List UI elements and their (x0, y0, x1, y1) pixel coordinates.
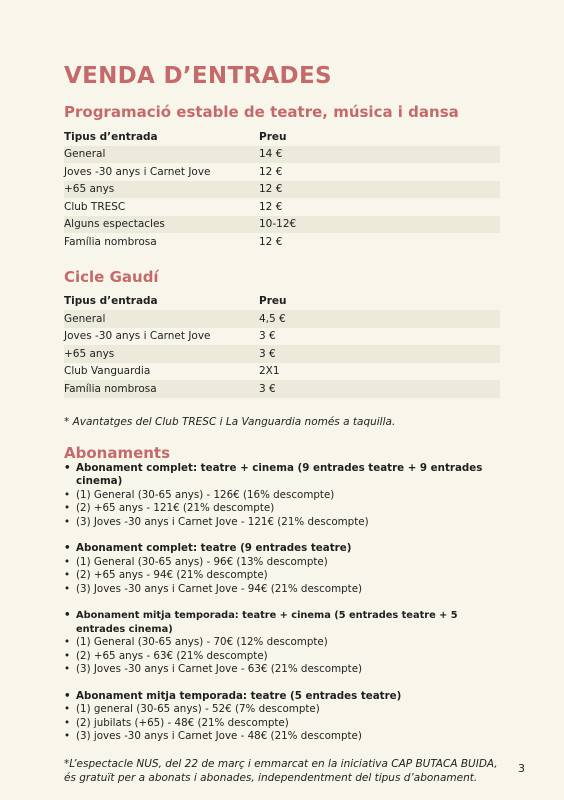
bullet-icon: • (64, 461, 71, 474)
list-item (64, 542, 500, 556)
ticket-price: 14 € (259, 148, 283, 161)
ticket-type: General (64, 148, 106, 161)
abonament-heading: Abonament complet: teatre + cinema (9 entrades teatre + 9 entrades cinema) (76, 461, 483, 487)
ticket-type: Família nombrosa (64, 382, 157, 395)
abonament-option: (3) Joves -30 anys i Carnet Jove - 94€ (21% descompte) (76, 582, 363, 595)
table-row (64, 380, 500, 398)
abonament-option: (1) general (30-65 anys) - 52€ (7% descompte) (76, 703, 320, 715)
list-item (64, 703, 500, 717)
abonament-option: (3) Joves -30 anys i Carnet Jove - 121€ (21% descompte) (76, 515, 369, 528)
section-abonaments (64, 444, 500, 744)
abonament-option: (2) +65 anys - 63€ (21% descompte) (76, 649, 268, 662)
abonament-group (64, 690, 500, 744)
page-title: VENDA D’ENTRADES (64, 63, 332, 89)
column-header-type: Tipus d’entrada (64, 295, 158, 308)
column-header-price: Preu (259, 295, 287, 308)
list-item (64, 690, 500, 704)
abonament-option: (3) joves -30 anys i Carnet Jove - 48€ (21% descompte) (76, 730, 362, 742)
abonament-heading: Abonament mitja temporada: teatre + cinema (5 entrades teatre + 5 entrades cinema) (76, 610, 458, 635)
bullet-icon: • (64, 582, 71, 595)
list-item (64, 556, 500, 570)
list-item (64, 717, 500, 731)
ticket-type: +65 anys (64, 183, 115, 196)
list-item (64, 650, 500, 664)
abonament-heading: Abonament complet: teatre (9 entrades teatre) (76, 542, 352, 554)
abonament-option: (1) General (30-65 anys) - 70€ (12% descompte) (76, 636, 328, 648)
table-row (64, 181, 500, 199)
list-item (64, 569, 500, 583)
bullet-icon: • (64, 730, 71, 742)
abonament-group (64, 462, 500, 530)
bullet-icon: • (64, 636, 71, 648)
abonament-option: (2) +65 anys - 94€ (21% descompte) (76, 569, 268, 581)
ticket-price: 12 € (259, 235, 283, 248)
list-item (64, 663, 500, 677)
abonament-group (64, 609, 500, 677)
section-title-cicle-gaudi: Cicle Gaudí (64, 267, 159, 286)
ticket-type: Joves -30 anys i Carnet Jove (64, 330, 211, 343)
bullet-icon: • (64, 488, 71, 501)
ticket-price: 2X1 (259, 365, 280, 378)
table-row (64, 328, 500, 346)
ticket-type: +65 anys (64, 347, 115, 360)
document-page (64, 58, 500, 785)
bullet-icon: • (64, 689, 71, 702)
abonament-group (64, 542, 500, 596)
price-table-cicle-gaudi (64, 293, 500, 398)
section-programacio (64, 102, 500, 251)
abonament-option: (2) +65 anys - 121€ (21% descompte) (76, 502, 275, 514)
ticket-price: 3 € (259, 330, 276, 343)
price-table-programacio (64, 128, 500, 251)
club-note: * Avantatges del Club TRESC i La Vanguardia només a taquilla. (64, 415, 396, 428)
list-item (64, 502, 500, 516)
table-row (64, 163, 500, 181)
list-item (64, 636, 500, 650)
ticket-price: 3 € (259, 347, 276, 360)
table-row (64, 345, 500, 363)
ticket-type: Alguns espectacles (64, 218, 165, 231)
ticket-price: 4,5 € (259, 312, 286, 325)
ticket-type: Club TRESC (64, 200, 126, 213)
ticket-price: 12 € (259, 183, 283, 196)
page-number: 3 (518, 762, 525, 775)
table-row (64, 310, 500, 328)
bullet-icon: • (64, 569, 71, 581)
list-item (64, 583, 500, 597)
ticket-type: Joves -30 anys i Carnet Jove (64, 165, 211, 178)
list-item (64, 516, 500, 530)
table-header (64, 128, 500, 146)
abonament-heading: Abonament mitja temporada: teatre (5 entrades teatre) (76, 689, 402, 702)
ticket-type: General (64, 312, 106, 325)
bullet-icon: • (64, 716, 71, 729)
list-item (64, 489, 500, 503)
bullet-icon: • (64, 502, 71, 514)
table-row (64, 146, 500, 164)
list-item (64, 730, 500, 744)
ticket-price: 10-12€ (259, 218, 297, 231)
abonament-option: (2) jubilats (+65) - 48€ (21% descompte) (76, 716, 289, 729)
abonament-option: (1) General (30-65 anys) - 126€ (16% descompte) (76, 488, 335, 501)
section-title-abonaments: Abonaments (64, 443, 171, 462)
bullet-icon: • (64, 663, 71, 675)
ticket-price: 12 € (259, 165, 283, 178)
bullet-icon: • (64, 609, 71, 621)
bullet-icon: • (64, 515, 71, 528)
bullet-icon: • (64, 555, 71, 568)
bullet-icon: • (64, 703, 71, 715)
bullet-icon: • (64, 649, 71, 662)
list-item (64, 462, 500, 489)
column-header-type: Tipus d’entrada (64, 130, 158, 143)
ticket-price: 12 € (259, 200, 283, 213)
table-header (64, 293, 500, 311)
abonament-option: (3) Joves -30 anys i Carnet Jove - 63€ (21% descompte) (76, 663, 363, 675)
ticket-type: Família nombrosa (64, 235, 157, 248)
table-row (64, 216, 500, 234)
abonament-option: (1) General (30-65 anys) - 96€ (13% descompte) (76, 555, 328, 568)
bullet-icon: • (64, 542, 71, 554)
column-header-price: Preu (259, 130, 287, 143)
table-row (64, 363, 500, 381)
footnote: *L’espectacle NUS, del 22 de març i emmarcat en la iniciativa CAP BUTACA BUIDA, és gratuït per a abonats i abonades, independentment del tipus d’abonament. (64, 757, 498, 784)
list-item (64, 609, 500, 636)
table-row (64, 198, 500, 216)
section-title-programacio: Programació estable de teatre, música i dansa (64, 103, 459, 121)
ticket-price: 3 € (259, 382, 276, 395)
section-cicle-gaudi (64, 267, 500, 398)
table-row (64, 233, 500, 251)
ticket-type: Club Vanguardia (64, 365, 151, 378)
